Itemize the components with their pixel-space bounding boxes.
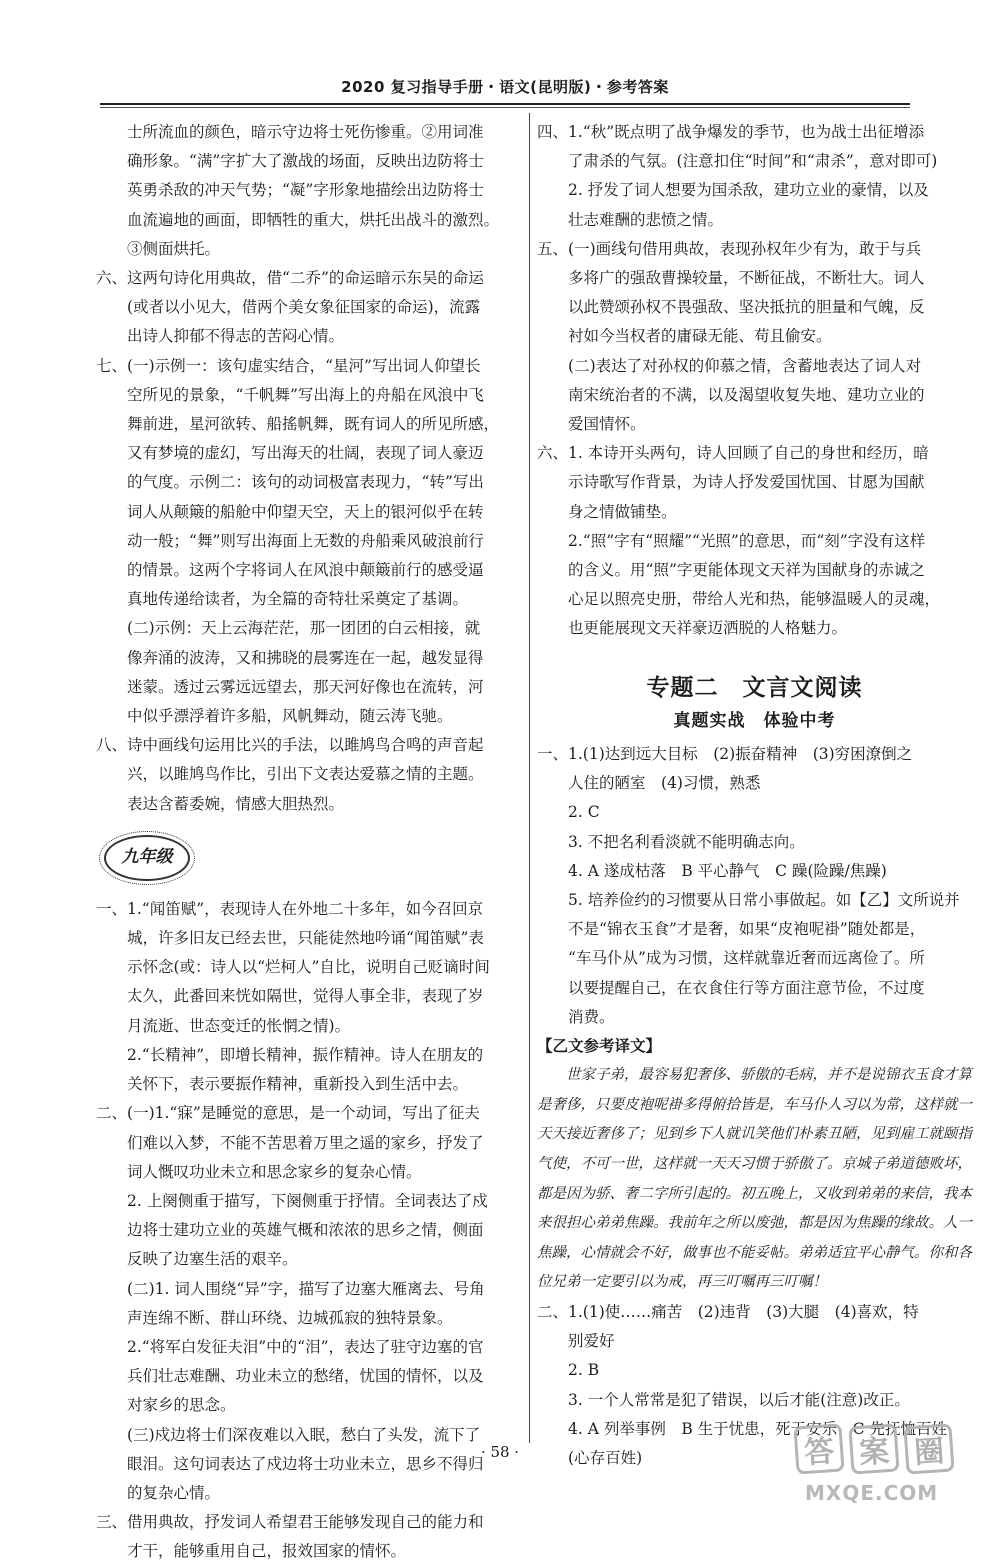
text-line: 3. 一个人常常是犯了错误，以后才能(注意)改正。 — [568, 1390, 910, 1409]
text-line: 声连绵不断、群山环绕、边城孤寂的独特景象。 — [127, 1308, 453, 1327]
answer-r5 — [537, 235, 972, 439]
text-line: 多将广的强敌曹操较量，不断征战，不断壮大。词人 — [568, 269, 925, 288]
answer-r5-body — [568, 235, 972, 439]
text-line: (心存百姓) — [568, 1449, 643, 1468]
text-line: 兴，以雎鸠鸟作比，引出下文表达爱慕之情的主题。 — [127, 765, 484, 784]
text-line: 2.“将军白发征夫泪”中的“泪”，表达了驻守边塞的官 — [127, 1337, 484, 1356]
answer-8-marker: 八、 — [96, 736, 128, 755]
text-line: 身之情做铺垫。 — [568, 502, 677, 521]
text-line: 4. A 遂成枯落 B 平心静气 C 躁(险躁/焦躁) — [568, 861, 887, 880]
text-line: 1.(1)使……痛苦 (2)违背 (3)大腿 (4)喜欢，特 — [568, 1303, 919, 1322]
text-line: 以要提醒自己，在衣食住行等方面注意节俭，不过度 — [568, 978, 925, 997]
text-line: 借用典故，抒发词人希望君王能够发现自己的能力和 — [127, 1513, 484, 1532]
header-rule-thin — [100, 107, 910, 108]
grade9-answer-2-marker: 二、 — [96, 1104, 128, 1123]
text-line: 3. 不把名利看淡就不能明确志向。 — [568, 832, 805, 851]
answer-r4-body — [568, 118, 972, 235]
text-line: 的复杂心情。 — [127, 1483, 221, 1502]
text-line: 表达含蓄委婉，情感大胆热烈。 — [127, 794, 345, 813]
answer-6-marker: 六、 — [96, 269, 128, 288]
answer-r6-marker: 六、 — [537, 444, 569, 463]
text-line: 边将士建功立业的英雄气概和浓浓的思乡之情，侧面 — [127, 1221, 484, 1240]
text-line: 不是“锦衣玉食”才是奢，如果“皮袍呢褂”随处都是， — [568, 920, 926, 939]
classical-answer-1-body — [568, 740, 972, 1032]
text-line: 空所见的景象，“千帆舞”写出海上的舟船在风浪中飞 — [127, 385, 484, 404]
watermark-char-1: 答 — [793, 1423, 844, 1474]
text-line: 这两句诗化用典故，借“二乔”的命运暗示东吴的命运 — [127, 269, 484, 288]
text-line: 示怀念(或：诗人以“烂柯人”自比，说明自己贬谪时间 — [127, 958, 490, 977]
text-line: 诗中画线句运用比兴的手法，以雎鸠鸟合鸣的声音起 — [127, 736, 484, 755]
text-line: (二)1. 词人围绕“异”字，描写了边塞大雁离去、号角 — [127, 1279, 485, 1298]
text-line: 1.(1)达到远大目标 (2)振奋精神 (3)穷困潦倒之 — [568, 745, 913, 764]
answer-7-marker: 七、 — [96, 356, 128, 375]
text-line: 月流逝、世态变迁的怅惘之情)。 — [127, 1016, 351, 1035]
grade9-answer-3-body — [127, 1508, 521, 1566]
text-line: 1. 本诗开头两句，诗人回顾了自己的身世和经历，暗 — [568, 444, 929, 463]
text-line: ③侧面烘托。 — [127, 239, 221, 258]
text-line: 城，许多旧友已经去世，只能徒然地吟诵“闻笛赋”表 — [127, 929, 484, 948]
text-line: 像奔涌的波涛，又和拂晓的晨雾连在一起，越发显得 — [127, 648, 484, 667]
text-line: (三)戍边将士们深夜难以入眠，愁白了头发，流下了 — [127, 1425, 481, 1444]
text-line: 出诗人抑郁不得志的苦闷心情。 — [127, 327, 345, 346]
text-line: “车马仆从”成为习惯，这样就靠近奢而远离俭了。所 — [568, 949, 925, 968]
reference-translation-label: 【乙文参考译文】 — [537, 1037, 662, 1056]
classical-answer-1 — [537, 740, 972, 1032]
text-line: 们难以入梦，不能不苦思着万里之遥的家乡，抒发了 — [127, 1133, 484, 1152]
text-line: 动一般；“舞”则写出海面上无数的舟船乘风破浪前行 — [127, 531, 484, 550]
grade9-answer-3-marker: 三、 — [96, 1513, 128, 1532]
text-line: 的含义。用“照”字更能体现文天祥为国献身的赤诚之 — [568, 561, 925, 580]
text-line: 才干，能够重用自己，报效国家的情怀。 — [127, 1542, 407, 1561]
text-line: (或者以小见大，借两个美女象征国家的命运)，流露 — [127, 298, 481, 317]
text-line: 眼泪。这句词表达了戍边将士功业未立，思乡不得归 — [127, 1454, 484, 1473]
text-line: 了肃杀的气氛。(注意扣住“时间”和“肃杀”，意对即可) — [568, 152, 938, 171]
grade9-answer-1-marker: 一、 — [96, 899, 128, 918]
text-line: 舞前进，星河欲转、船搖帆舞，既有词人的所见所感， — [127, 415, 500, 434]
grade9-answer-3 — [96, 1508, 521, 1566]
text-line: 衬如今当权者的庸碌无能、苟且偷安。 — [568, 327, 832, 346]
text-line: 南宋统治者的不满，以及渴望收复失地、建功立业的 — [568, 385, 925, 404]
left-intro — [96, 118, 521, 264]
text-line: 别爱好 — [568, 1332, 615, 1351]
text-line: 迷蒙。透过云雾远远望去，那天河好像也在流转，河 — [127, 677, 484, 696]
text-line: 血流遍地的画面，即牺牲的重大，烘托出战斗的激烈。 — [127, 210, 500, 229]
text-line: 壮志难酬的悲愤之情。 — [568, 210, 724, 229]
text-line: 中似乎漂浮着许多船，风帆舞动，随云涛飞驰。 — [127, 707, 453, 726]
watermark-logo — [795, 1425, 970, 1510]
text-line: 太久，此番回来恍如隔世，觉得人事全非，表现了岁 — [127, 987, 484, 1006]
page-header: 2020 复习指导手册・语文(昆明版)・参考答案 — [341, 78, 669, 96]
text-line: 4. A 列举事例 B 生于忧患，死于安乐 C 先抚恤百姓 — [568, 1419, 947, 1438]
text-line: (一)1.“寐”是睡觉的意思，是一个动词，写出了征夫 — [127, 1104, 480, 1123]
text-line: 5. 培养俭约的习惯要从日常小事做起。如【乙】文所说并 — [568, 891, 960, 910]
text-line: 1.“秋”既点明了战争爆发的季节，也为战士出征增添 — [568, 123, 925, 141]
classical-answer-2-marker: 二、 — [537, 1303, 569, 1322]
text-line: 士所流血的颜色，暗示守边将士死伤惨重。②用词准 — [127, 123, 484, 141]
text-line: 2.“长精神”，即增长精神，振作精神。诗人在朋友的 — [127, 1045, 484, 1064]
right-column — [537, 118, 972, 1473]
watermark-char-2: 案 — [848, 1423, 899, 1474]
answer-r6-body — [568, 439, 972, 643]
answer-6 — [96, 264, 521, 352]
text-line: 的气度。示例二：该句的动词极富表现力，“转”写出 — [127, 473, 484, 492]
watermark-char-3: 圈 — [903, 1423, 954, 1474]
text-line: (二)示例：天上云海茫茫，那一团团的白云相接，就 — [127, 619, 481, 638]
text-line: 2. 抒发了词人想要为国杀敌，建功立业的豪情，以及 — [568, 181, 929, 200]
page-number: · 58 · — [480, 1443, 520, 1461]
grade-badge — [104, 835, 190, 881]
text-line: 又有梦境的虚幻，写出海天的壮阔，表现了词人豪迈 — [127, 444, 484, 463]
text-line: 对家乡的思念。 — [127, 1396, 236, 1415]
answer-7 — [96, 352, 521, 732]
reference-translation: 世家子弟，最容易犯奢侈、骄傲的毛病，并不是说锦衣玉食才算是奢侈，只要皮袍呢褂多得俯拾皆是，车马仆人习以为常，这样就一天天接近奢侈了；见到乡下人就讥笑他们朴素丑陋，见到雇工就颐指气使，不可一世，这样就一天天习惯于骄傲了。京城子弟道德败坏，都是因为骄、奢二字所引起的。初五晚上，又收到弟弟的来信，我本来很担心弟弟焦躁。我前年之所以废弛，都是因为焦躁的缘故。人一焦躁，心情就会不好，做事也不能妥帖。弟弟适宜平心静气。你和各位兄弟一定要引以为戒，再三叮嘱再三叮嘱！ — [537, 1067, 972, 1291]
column-divider — [529, 113, 530, 1443]
text-line: 也更能展现文天祥豪迈洒脱的人格魅力。 — [568, 619, 848, 638]
text-line: 示诗歌写作背景，为诗人抒发爱国忧国、甘愿为国献 — [568, 473, 925, 492]
text-line: (一)示例一：该句虚实结合，“星河”写出词人仰望长 — [127, 356, 481, 375]
text-line: 词人从颠簸的船舱中仰望天空，天上的银河似乎在转 — [127, 502, 484, 521]
text-line: 以此赞颂孙权不畏强敌、坚决抵抗的胆量和气魄，反 — [568, 298, 925, 317]
text-line: 真地传递给读者，为全篇的奇特壮采奠定了基调。 — [127, 590, 469, 609]
text-line: 2. B — [568, 1361, 600, 1380]
header-rule — [100, 103, 910, 105]
text-line: 确形象。“满”字扩大了激战的场面，反映出边防将士 — [127, 152, 484, 171]
grade9-answer-1 — [96, 895, 521, 1099]
text-line: 爱国情怀。 — [568, 415, 646, 434]
section-title: 专题二 文言文阅读 — [646, 674, 863, 701]
text-line: 1.“闻笛赋”，表现诗人在外地二十多年，如今召回京 — [127, 899, 484, 918]
text-line: 的情景。这两个字将词人在风浪中颠簸前行的感受逼 — [127, 561, 484, 580]
answer-8-body — [127, 731, 521, 819]
text-line: 关怀下，表示要振作精神，重新投入到生活中去。 — [127, 1075, 469, 1094]
text-line: 人住的陋室 (4)习惯，熟悉 — [568, 774, 761, 793]
text-line: (一)画线句借用典故，表现孙权年少有为，敢于与兵 — [568, 239, 922, 258]
answer-r6 — [537, 439, 972, 643]
text-line: 2. 上阕侧重于描写，下阕侧重于抒情。全词表达了戍 — [127, 1191, 488, 1210]
text-line: 2. C — [568, 803, 600, 822]
section-subtitle: 真题实战 体验中考 — [673, 710, 836, 731]
answer-r5-marker: 五、 — [537, 239, 569, 258]
answer-8 — [96, 731, 521, 819]
watermark-url: MXQE.COM — [805, 1481, 939, 1505]
text-line: 心足以照亮史册，带给人光和热，能够温暖人的灵魂， — [568, 590, 941, 609]
text-line: 词人慨叹功业未立和思念家乡的复杂心情。 — [127, 1162, 422, 1181]
left-column — [96, 118, 521, 1567]
text-line: 消费。 — [568, 1007, 615, 1026]
text-line: 反映了边塞生活的艰辛。 — [127, 1250, 298, 1269]
text-line: (二)表达了对孙权的仰慕之情，含蓄地表达了词人对 — [568, 356, 922, 375]
grade9-answer-1-body — [127, 895, 521, 1099]
classical-answer-1-marker: 一、 — [537, 745, 569, 764]
text-line: 2.“照”字有“照耀”“光照”的意思，而“刻”字没有这样 — [568, 531, 926, 550]
text-line: 英勇杀敌的冲天气势；“凝”字形象地描绘出边防将士 — [127, 181, 484, 200]
answer-7-body — [127, 352, 521, 732]
answer-r4 — [537, 118, 972, 235]
answer-r4-marker: 四、 — [537, 123, 569, 141]
text-line: 兵们壮志难酬、功业未立的愁绪，忧国的情怀，以及 — [127, 1367, 484, 1386]
answer-6-body — [127, 264, 521, 352]
grade-badge-text: 九年级 — [121, 847, 173, 868]
